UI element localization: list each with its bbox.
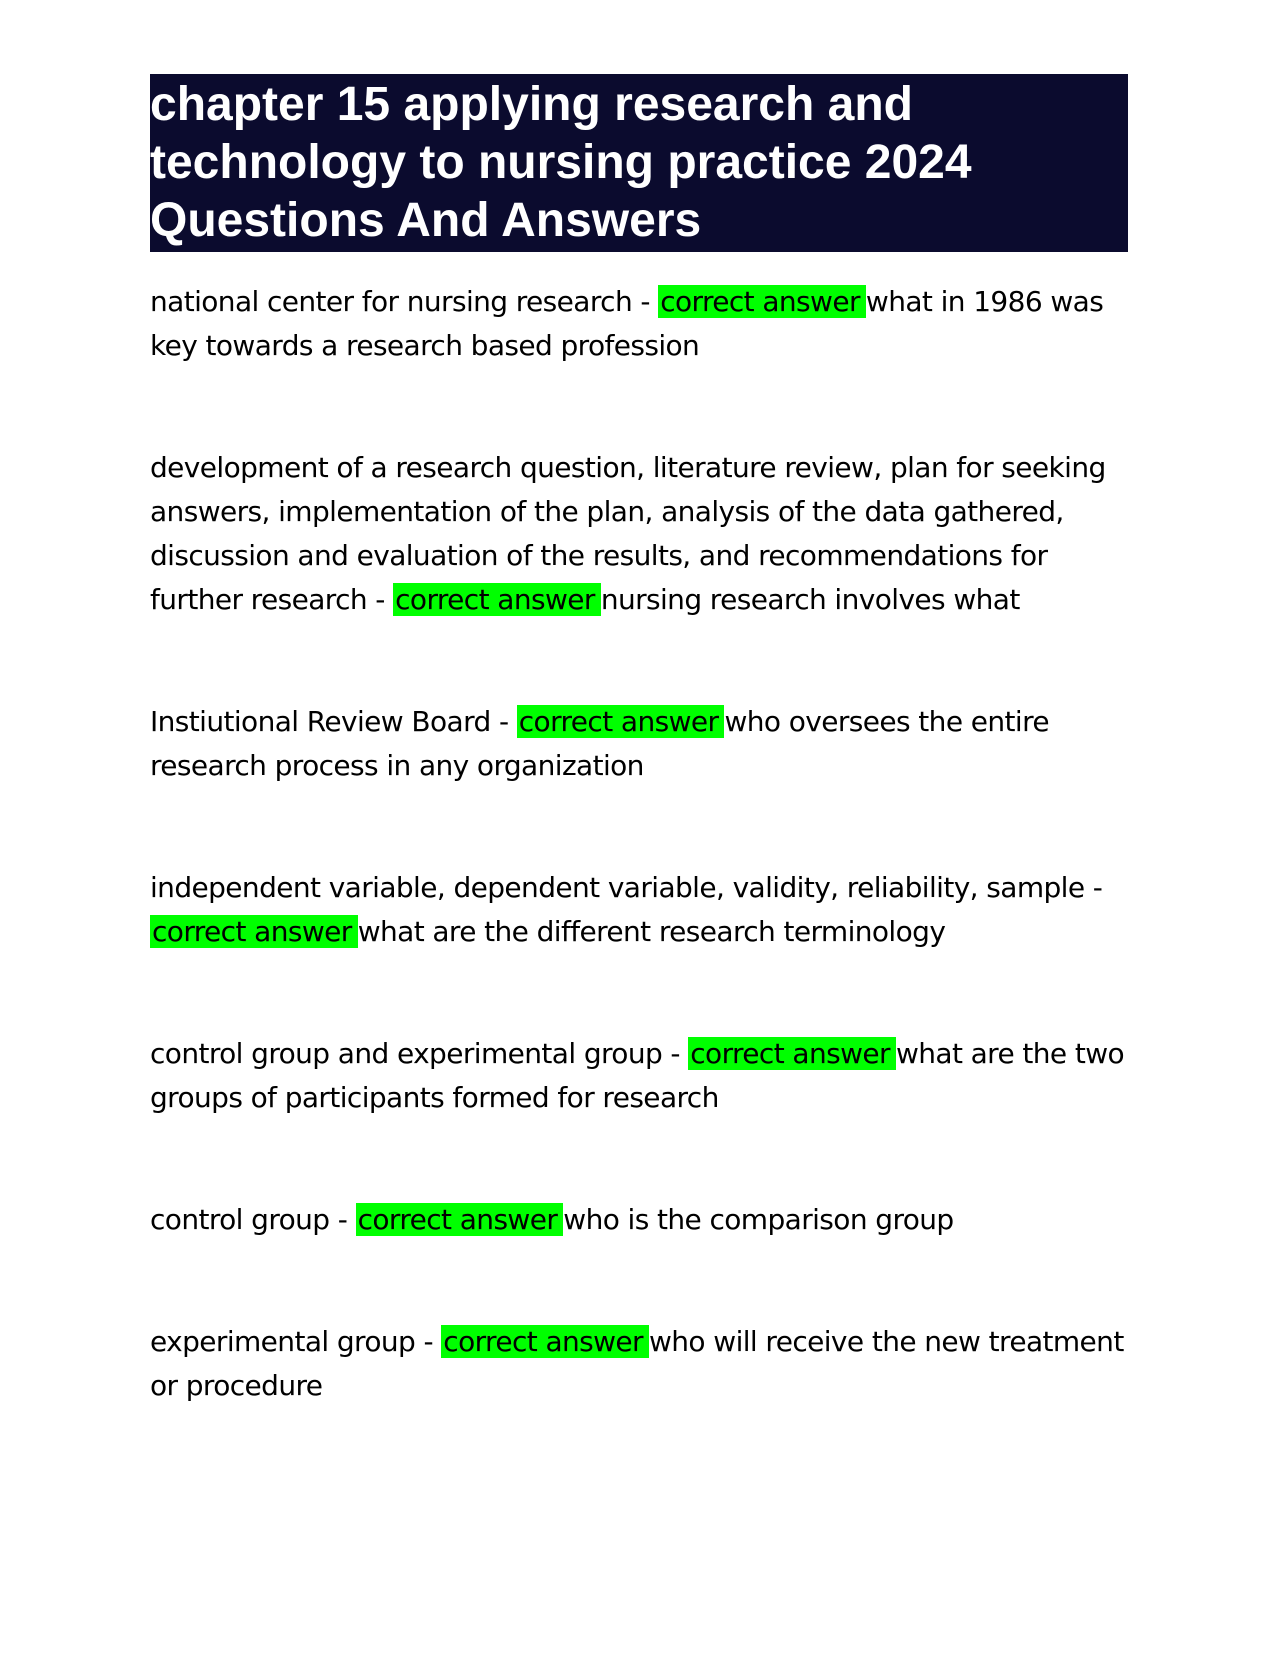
qa-item <box>150 446 1130 622</box>
qa-question: what are the two groups of participants formed for research <box>150 1037 1125 1114</box>
correct-answer-highlight: correct answer <box>441 1325 649 1358</box>
correct-answer-highlight: correct answer <box>688 1037 896 1070</box>
document-page <box>150 74 1130 1486</box>
qa-term: Instiutional Review Board - <box>150 705 517 738</box>
document-title: chapter 15 applying research and technology to nursing practice 2024 Questions And Answers <box>150 74 1128 252</box>
qa-item <box>150 1320 1130 1408</box>
qa-term: control group and experimental group - <box>150 1037 689 1070</box>
qa-term: independent variable, dependent variable, validity, reliability, sample - <box>150 871 1103 904</box>
correct-answer-highlight: correct answer <box>150 915 358 948</box>
qa-item <box>150 280 1130 368</box>
qa-question: who oversees the entire research process in any organization <box>150 705 1050 782</box>
qa-question: who is the comparison group <box>563 1203 954 1236</box>
qa-question: what in 1986 was key towards a research based profession <box>150 285 1104 362</box>
correct-answer-highlight: correct answer <box>356 1203 564 1236</box>
qa-question: who will receive the new treatment or procedure <box>150 1325 1124 1402</box>
correct-answer-highlight: correct answer <box>517 705 725 738</box>
qa-term: development of a research question, literature review, plan for seeking answers, implementation of the plan, analysis of the data gathered, discussion and evaluation of the results, and recommendations for further research - <box>150 451 1106 616</box>
qa-item <box>150 700 1130 788</box>
qa-item <box>150 1198 1130 1242</box>
qa-term: experimental group - <box>150 1325 442 1358</box>
correct-answer-highlight: correct answer <box>393 583 601 616</box>
correct-answer-highlight: correct answer <box>658 285 866 318</box>
qa-term: national center for nursing research - <box>150 285 659 318</box>
qa-term: control group - <box>150 1203 356 1236</box>
qa-question: nursing research involves what <box>600 583 1020 616</box>
qa-list <box>150 280 1130 1408</box>
qa-item <box>150 866 1130 954</box>
qa-item <box>150 1032 1130 1120</box>
qa-question: what are the different research terminology <box>357 915 946 948</box>
